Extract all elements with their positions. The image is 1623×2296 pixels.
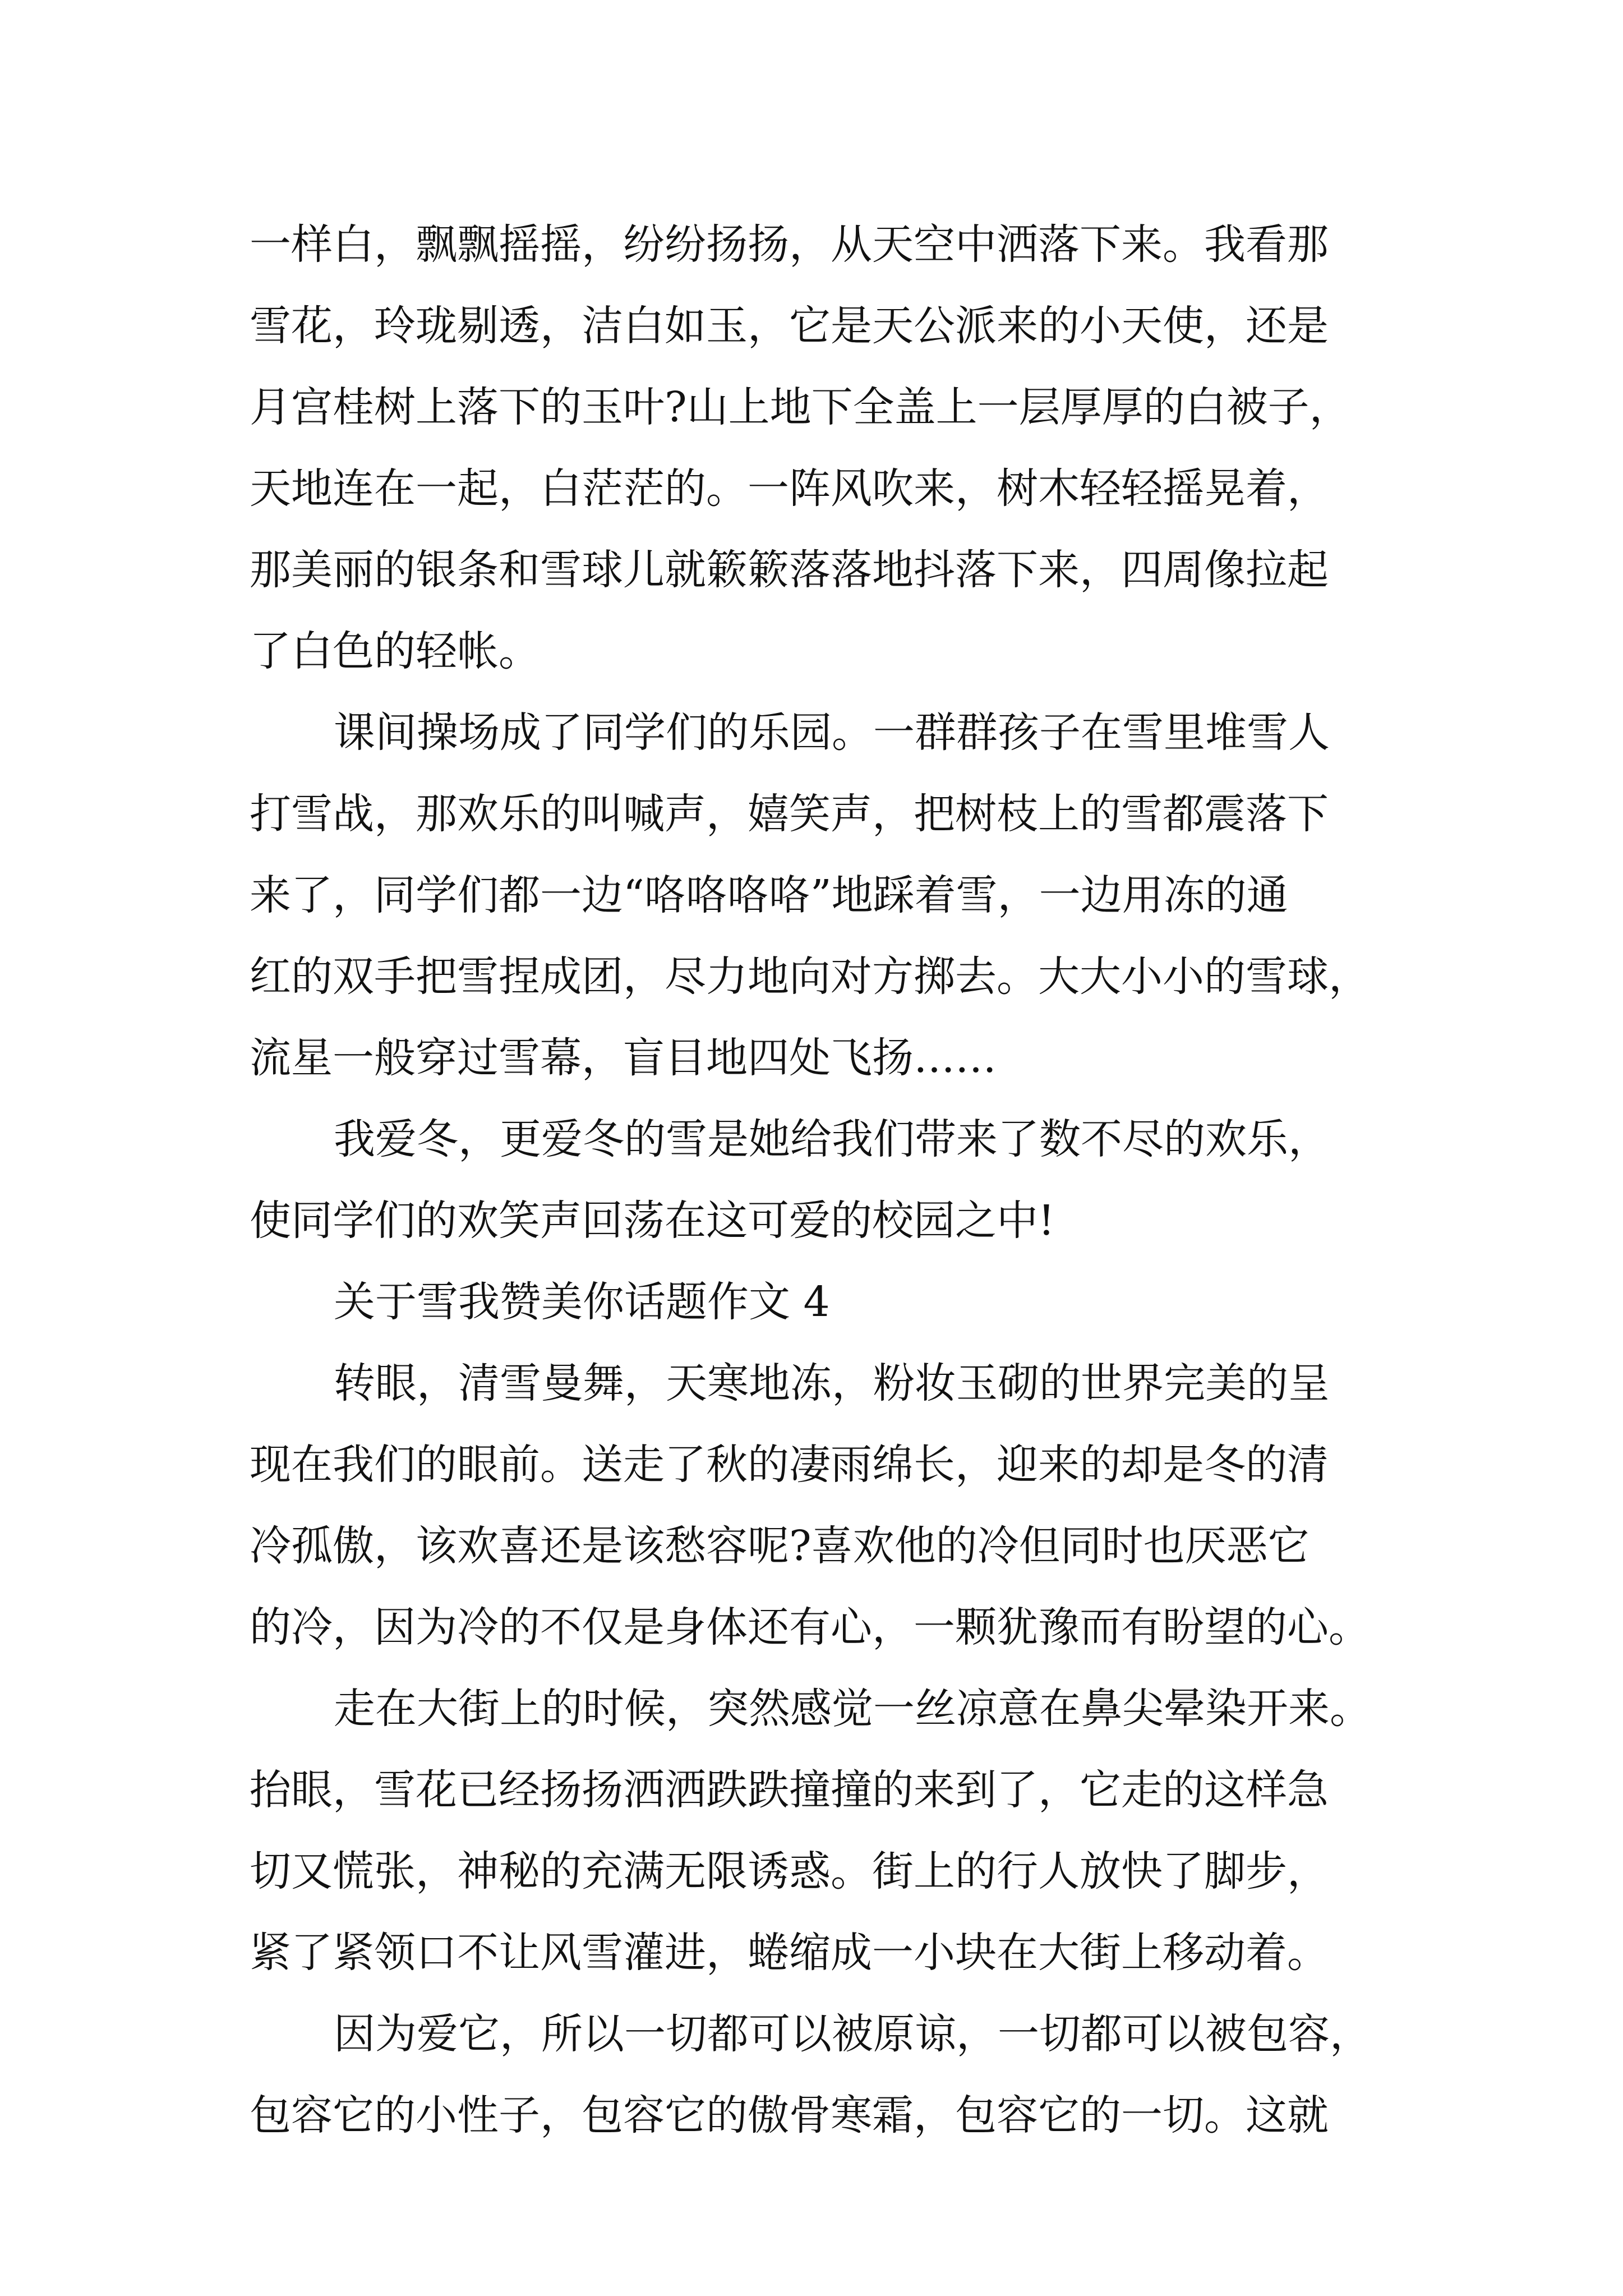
text-line: 紧了紧领口不让风雪灌进，蜷缩成一小块在大街上移动着。 — [250, 1929, 1329, 1977]
paragraph-first-line: 课间操场成了同学们的乐园。一群群孩子在雪里堆雪人 — [334, 708, 1330, 757]
text-line: 天地连在一起，白茫茫的。一阵风吹来，树木轻轻摇晃着， — [250, 464, 1329, 513]
paragraph-first-line: 走在大街上的时候，突然感觉一丝凉意在鼻尖晕染开来。 — [334, 1685, 1371, 1733]
paragraph-first-line: 转眼，清雪曼舞，天寒地冻，粉妆玉砌的世界完美的呈 — [334, 1359, 1330, 1407]
text-line: 切又慌张，神秘的充满无限诱惑。街上的行人放快了脚步， — [250, 1847, 1329, 1895]
section-heading: 关于雪我赞美你话题作文 4 — [334, 1278, 830, 1326]
text-line: 一样白，飘飘摇摇，纷纷扬扬，从天空中洒落下来。我看那 — [250, 220, 1329, 269]
text-line: 了白色的轻帐。 — [250, 627, 540, 675]
text-line: 使同学们的欢笑声回荡在这可爱的校园之中! — [250, 1197, 1055, 1245]
text-line: 雪花，玲珑剔透，洁白如玉，它是天公派来的小天使，还是 — [250, 302, 1329, 350]
text-line: 包容它的小性子，包容它的傲骨寒霜，包容它的一切。这就 — [250, 2091, 1329, 2139]
text-line: 流星一般穿过雪幕，盲目地四处飞扬…… — [250, 1034, 997, 1082]
text-line: 打雪战，那欢乐的叫喊声，嬉笑声，把树枝上的雪都震落下 — [250, 790, 1329, 838]
text-line: 红的双手把雪捏成团，尽力地向对方掷去。大大小小的雪球， — [250, 953, 1370, 1001]
text-line: 的冷，因为冷的不仅是身体还有心，一颗犹豫而有盼望的心。 — [250, 1603, 1370, 1651]
text-line: 抬眼，雪花已经扬扬洒洒跌跌撞撞的来到了，它走的这样急 — [250, 1766, 1329, 1814]
paragraph-first-line: 因为爱它，所以一切都可以被原谅，一切都可以被包容， — [334, 2010, 1371, 2058]
document-body — [250, 204, 1399, 2156]
text-line: 冷孤傲，该欢喜还是该愁容呢?喜欢他的冷但同时也厌恶它 — [250, 1522, 1310, 1570]
text-line: 现在我们的眼前。送走了秋的凄雨绵长，迎来的却是冬的清 — [250, 1441, 1329, 1489]
text-line: 月宫桂树上落下的玉叶?山上地下全盖上一层厚厚的白被子， — [250, 383, 1351, 431]
text-line: 来了，同学们都一边“咯咯咯咯”地踩着雪，一边用冻的通 — [250, 871, 1288, 919]
paragraph-first-line: 我爱冬，更爱冬的雪是她给我们带来了数不尽的欢乐， — [334, 1115, 1330, 1163]
text-line: 那美丽的银条和雪球儿就簌簌落落地抖落下来，四周像拉起 — [250, 546, 1329, 594]
